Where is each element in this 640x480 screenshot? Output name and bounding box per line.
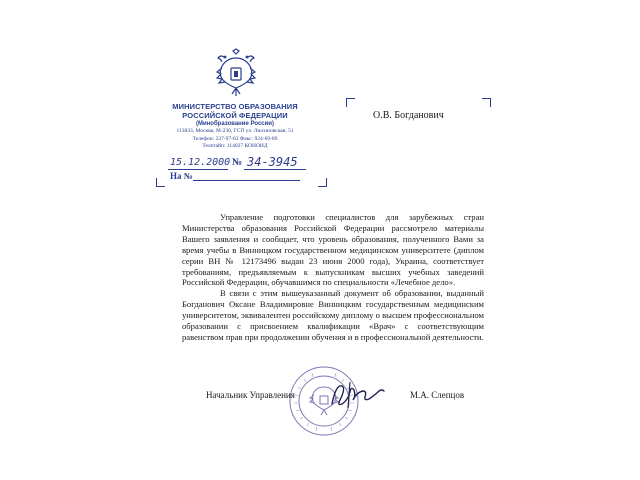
reply-label: На №: [170, 171, 193, 181]
corner-mark-addr-right: [482, 98, 491, 107]
ministry-phone: Телефон: 237-97-63 Факс: 924-69-89: [192, 135, 278, 142]
reply-underline: [193, 180, 300, 181]
number-label: №: [232, 157, 243, 168]
ministry-short-name: (Минобразование России): [195, 121, 274, 127]
corner-mark-addr-left: [346, 98, 355, 107]
ministry-name-line1: МИНИСТЕРСТВО ОБРАЗОВАНИЯ: [172, 102, 298, 111]
addressee: О.В. Богданович: [373, 110, 444, 121]
date-underline: [168, 169, 228, 170]
letter-body: [182, 212, 484, 343]
number-underline: [244, 169, 306, 170]
corner-mark-bottom-right: [318, 178, 327, 187]
signatory-position: Начальник Управления: [206, 390, 295, 400]
signatory-name: М.А. Слепцов: [410, 390, 465, 400]
date-handwritten: 15.12.2000: [170, 157, 231, 168]
corner-mark-bottom-left: [156, 178, 165, 187]
number-handwritten: 34-3945: [247, 155, 298, 169]
body-paragraph-2: В связи с этим вышеуказанный документ об образовании, выданный Богданович Оксане Владимировне Винницким государственным медицинским университетом, эквивалентен российскому диплому о высшем профессиональном образовании с присвоением квалификации «Врач» с соответствующим равенством прав при продолжении обучения и в профессиональной деятельности.: [182, 288, 484, 342]
coat-of-arms-icon: [215, 48, 257, 98]
letterhead: [150, 102, 320, 151]
ministry-telegraph: Телетайп: 114027 КОНОИД: [202, 143, 268, 149]
ministry-address: 113833, Москва, М-230, ГСП ул. Люсиновская, 51: [176, 128, 294, 134]
signature-icon: [320, 376, 410, 416]
body-paragraph-1: Управление подготовки специалистов для зарубежных стран Министерства образования Российской Федерации рассмотрело материалы Вашего заявления и сообщает, что уровень образования, полученного Вами за время учебы в Винницком государственном медицинском университете (диплом серии ВН № 12173496 выдан 23 июня 2000 года), Украина, соответствует требованиям, предъявляемым к выпускникам высших учебных заведений Российской Федерации, обучавшимся по специальности «Лечебное дело».: [182, 212, 484, 288]
ministry-name-line2: РОССИЙСКОЙ ФЕДЕРАЦИИ: [182, 111, 288, 120]
